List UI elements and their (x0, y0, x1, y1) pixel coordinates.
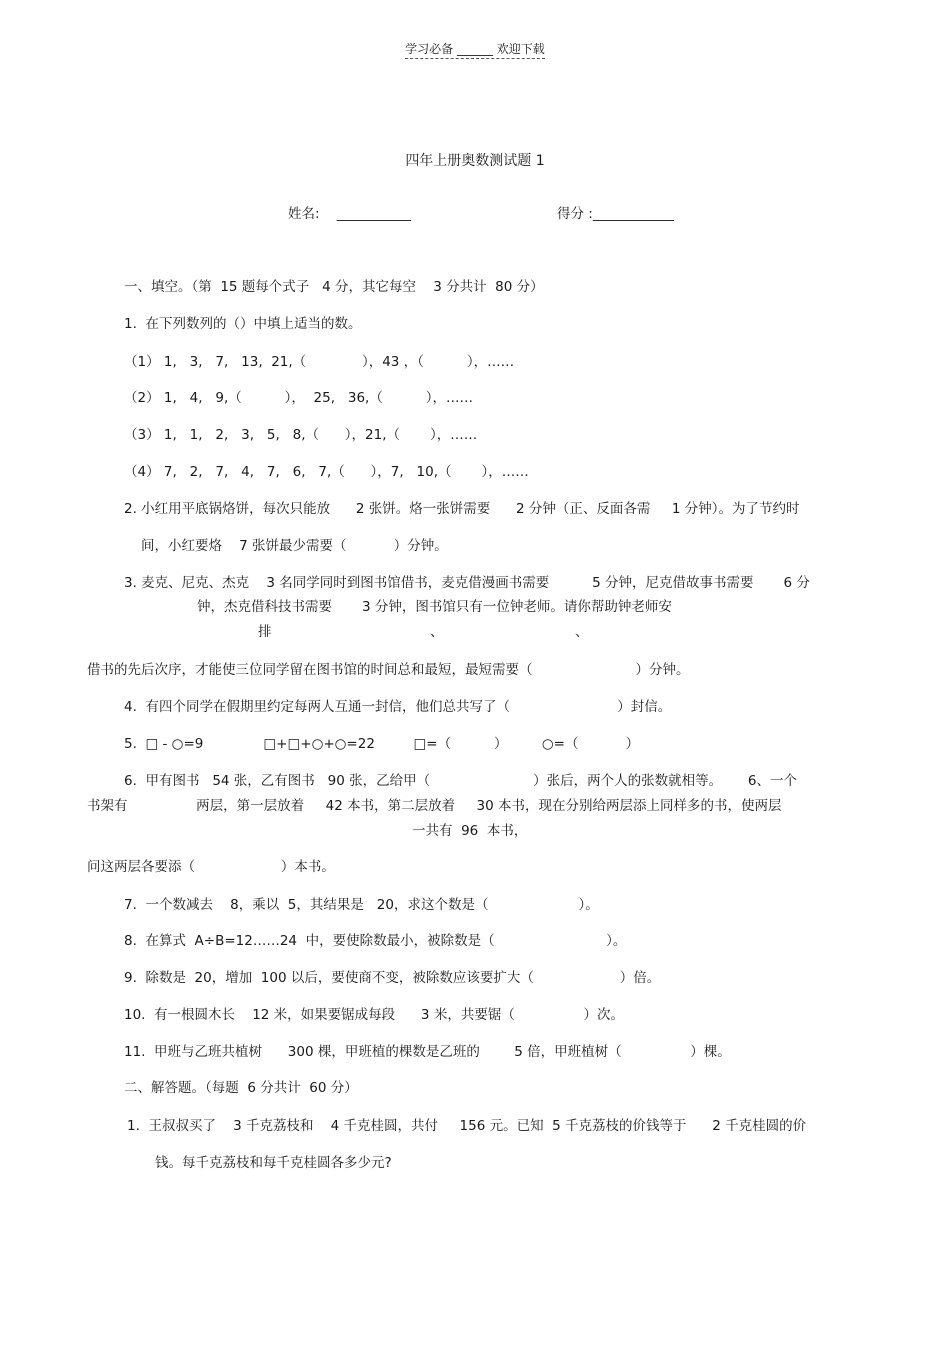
q1-item-1: （1） 1, 3, 7, 13, 21,（ ），43 ，（ ），…… (124, 354, 515, 370)
q8-text: 8. 在算式 A÷B=12……24 中，要使除数最小，被除数是（ ）。 (124, 933, 627, 949)
q3-line-3a: 排 (258, 624, 272, 640)
q6-line-2: 书架有 两层，第一层放着 42 本书，第二层放着 30 本书，现在分别给两层添上同样多的书，使两层 (87, 798, 782, 814)
q1-item-4: （4） 7, 2, 7, 4, 7, 6, 7,（ ），7, 10,（ ），…… (124, 464, 529, 480)
q3-line-3c: 、 (575, 624, 589, 640)
q10-text: 10. 有一根圆木长 12 米，如果要锯成每段 3 米，共要锯（ ）次。 (124, 1007, 624, 1023)
page-title: 四年上册奥数测试题 1 (405, 153, 545, 169)
score-field: 得分 :____________ (557, 206, 674, 222)
section2-heading: 二、解答题。（每题 6 分共计 60 分） (124, 1080, 358, 1096)
q6-line-3: 一共有 96 本书， (412, 823, 528, 839)
q6-line-4: 问这两层各要添（ ）本书。 (87, 859, 335, 875)
q11-text: 11. 甲班与乙班共植树 300 棵，甲班植的棵数是乙班的 5 倍，甲班植树（ ）棵。 (124, 1044, 731, 1060)
q1-item-3: （3） 1, 1, 2, 3, 5, 8,（ ），21,（ ），…… (124, 427, 478, 443)
q3-line-3b: 、 (430, 624, 444, 640)
q2-line-2: 间，小红要烙 7 张饼最少需要（ ）分钟。 (141, 538, 448, 554)
page-header (0, 40, 950, 57)
s2-q1-line-2: 钱。每千克荔枝和每千克桂圆各多少元? (155, 1155, 392, 1171)
q2-line-1: 2. 小红用平底锅烙饼，每次只能放 2 张饼。烙一张饼需要 2 分钟（正、反面各需 1 分钟）。为了节约时 (124, 501, 800, 517)
q3-line-4: 借书的先后次序，才能使三位同学留在图书馆的时间总和最短，最短需要（ ）分钟。 (87, 662, 690, 678)
q6-line-1: 6. 甲有图书 54 张，乙有图书 90 张，乙给甲（ ）张后，两个人的张数就相等。 6、一个 (124, 773, 797, 789)
q5-text: 5. □ - ○=9 □+□+○+○=22 □=（ ） ○=（ ） (124, 736, 640, 752)
q4-text: 4. 有四个同学在假期里约定每两人互通一封信，他们总共写了（ ）封信。 (124, 699, 672, 715)
q9-text: 9. 除数是 20，增加 100 以后，要使商不变，被除数应该要扩大（ ）倍。 (124, 970, 661, 986)
s2-q1-line-1: 1. 王叔叔买了 3 千克荔枝和 4 千克桂圆，共付 156 元。已知 5 千克荔枝的价钱等于 2 千克桂圆的价 (127, 1118, 807, 1134)
header-text: 学习必备 ______ 欢迎下载 (405, 42, 545, 59)
q3-line-2: 钟，杰克借科技书需要 3 分钟，图书馆只有一位钟老师。请你帮助钟老师安 (197, 599, 672, 615)
q1-item-2: （2） 1, 4, 9,（ ）， 25, 36,（ ），…… (124, 390, 473, 406)
name-field: 姓名: ___________ (288, 206, 411, 222)
q3-line-1: 3. 麦克、尼克、杰克 3 名同学同时到图书馆借书，麦克借漫画书需要 5 分钟，尼克借故事书需要 6 分 (124, 575, 810, 591)
q7-text: 7. 一个数减去 8，乘以 5，其结果是 20，求这个数是（ ）。 (124, 897, 599, 913)
q1-text: 1. 在下列数列的（）中填上适当的数。 (124, 316, 362, 332)
section1-heading: 一、填空。（第 15 题每个式子 4 分，其它每空 3 分共计 80 分） (124, 279, 544, 295)
